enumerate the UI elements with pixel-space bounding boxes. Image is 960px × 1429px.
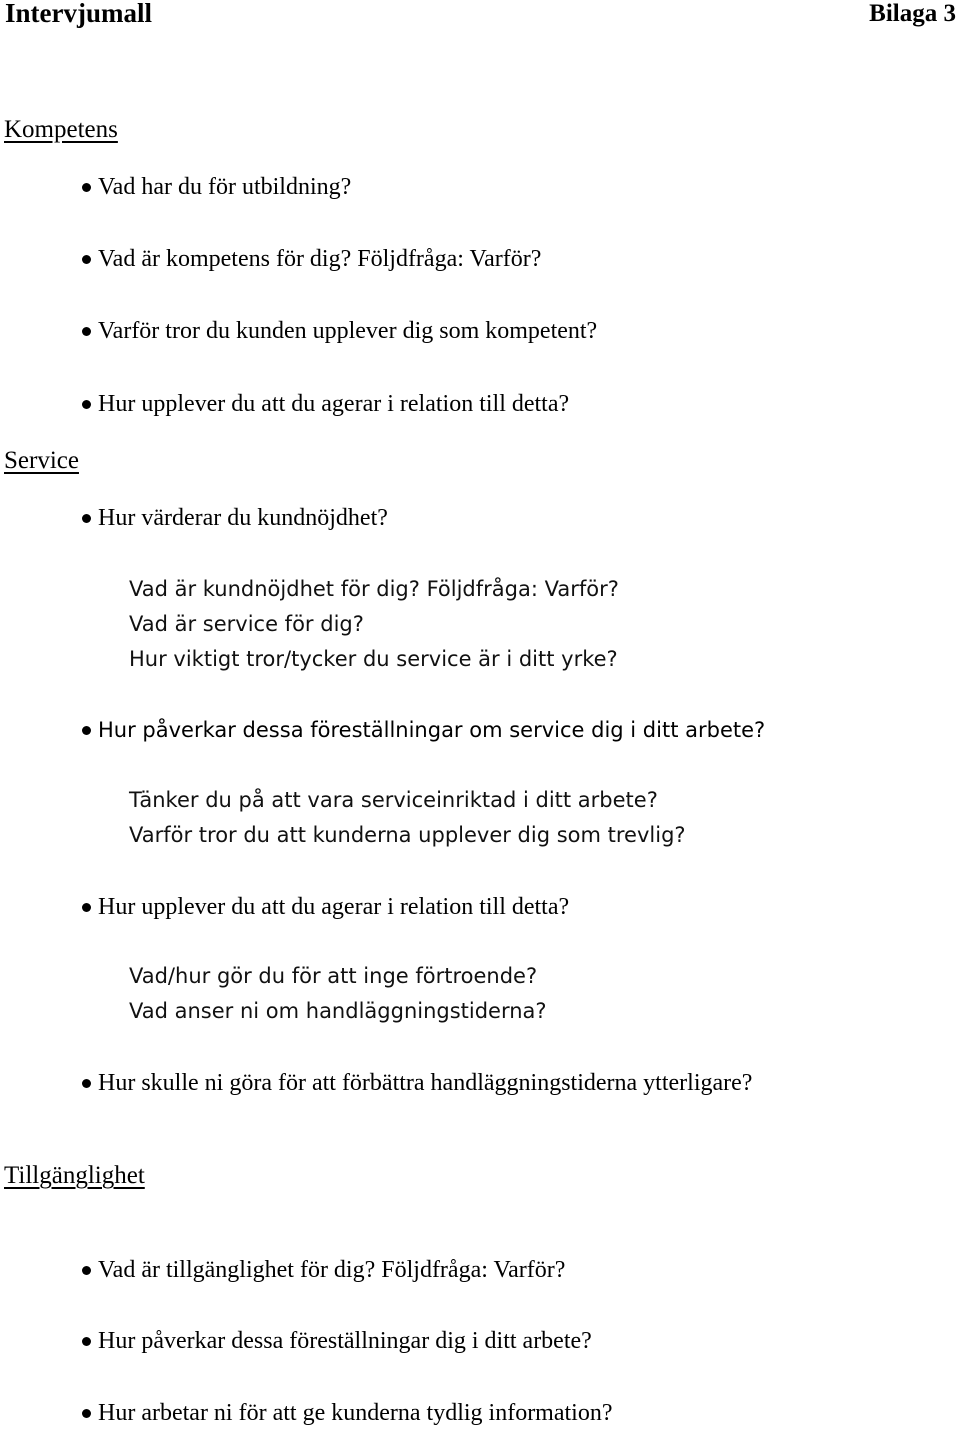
sub-question: Vad är service för dig? [129,612,364,636]
question-text: Hur påverkar dessa föreställningar om service dig i ditt arbete? [98,718,766,742]
list-item [82,1400,613,1427]
question-text: Hur upplever du att du agerar i relation till detta? [98,391,570,417]
list-item [82,718,765,742]
question-text: Hur påverkar dessa föreställningar dig i ditt arbete? [98,1328,592,1354]
sub-question: Varför tror du att kunderna upplever dig som trevlig? [129,823,686,847]
bullet-icon [82,183,91,192]
bullet-icon [82,400,91,409]
list-item [82,391,569,418]
bullet-icon [82,255,91,264]
appendix-label: Bilaga 3 [869,0,956,27]
bullet-icon [82,1266,91,1275]
list-item [82,318,597,345]
question-text: Vad är kompetens för dig? Följdfråga: Varför? [98,246,542,272]
question-text: Hur arbetar ni för att ge kunderna tydlig information? [98,1400,613,1426]
bullet-icon [82,327,91,336]
sub-question: Hur viktigt tror/tycker du service är i ditt yrke? [129,647,618,671]
question-text: Hur skulle ni göra för att förbättra handläggningstiderna ytterligare? [98,1070,753,1096]
question-text: Vad har du för utbildning? [98,174,352,200]
document-title: Intervjumall [5,0,152,28]
question-text: Hur upplever du att du agerar i relation till detta? [98,894,570,920]
list-item [82,1257,565,1284]
sub-question: Vad/hur gör du för att inge förtroende? [129,964,538,988]
list-item [82,1070,752,1097]
list-item [82,174,351,201]
sub-question: Vad anser ni om handläggningstiderna? [129,999,547,1023]
list-item [82,1328,592,1355]
list-item [82,894,569,921]
list-item [82,246,541,273]
bullet-icon [82,903,91,912]
bullet-icon [82,514,91,523]
section-heading-kompetens: Kompetens [4,116,118,143]
bullet-icon [82,1079,91,1088]
sub-question: Vad är kundnöjdhet för dig? Följdfråga: Varför? [129,577,619,601]
sub-question: Tänker du på att vara serviceinriktad i ditt arbete? [129,788,658,812]
section-heading-tillganglighet: Tillgänglighet [4,1162,145,1189]
section-heading-service: Service [4,447,79,474]
question-text: Varför tror du kunden upplever dig som kompetent? [98,318,598,344]
question-text: Hur värderar du kundnöjdhet? [98,505,388,531]
list-item [82,505,388,532]
bullet-icon [82,1409,91,1418]
bullet-icon [82,1337,91,1346]
question-text: Vad är tillgänglighet för dig? Följdfråga: Varför? [98,1257,566,1283]
bullet-icon [82,726,91,735]
